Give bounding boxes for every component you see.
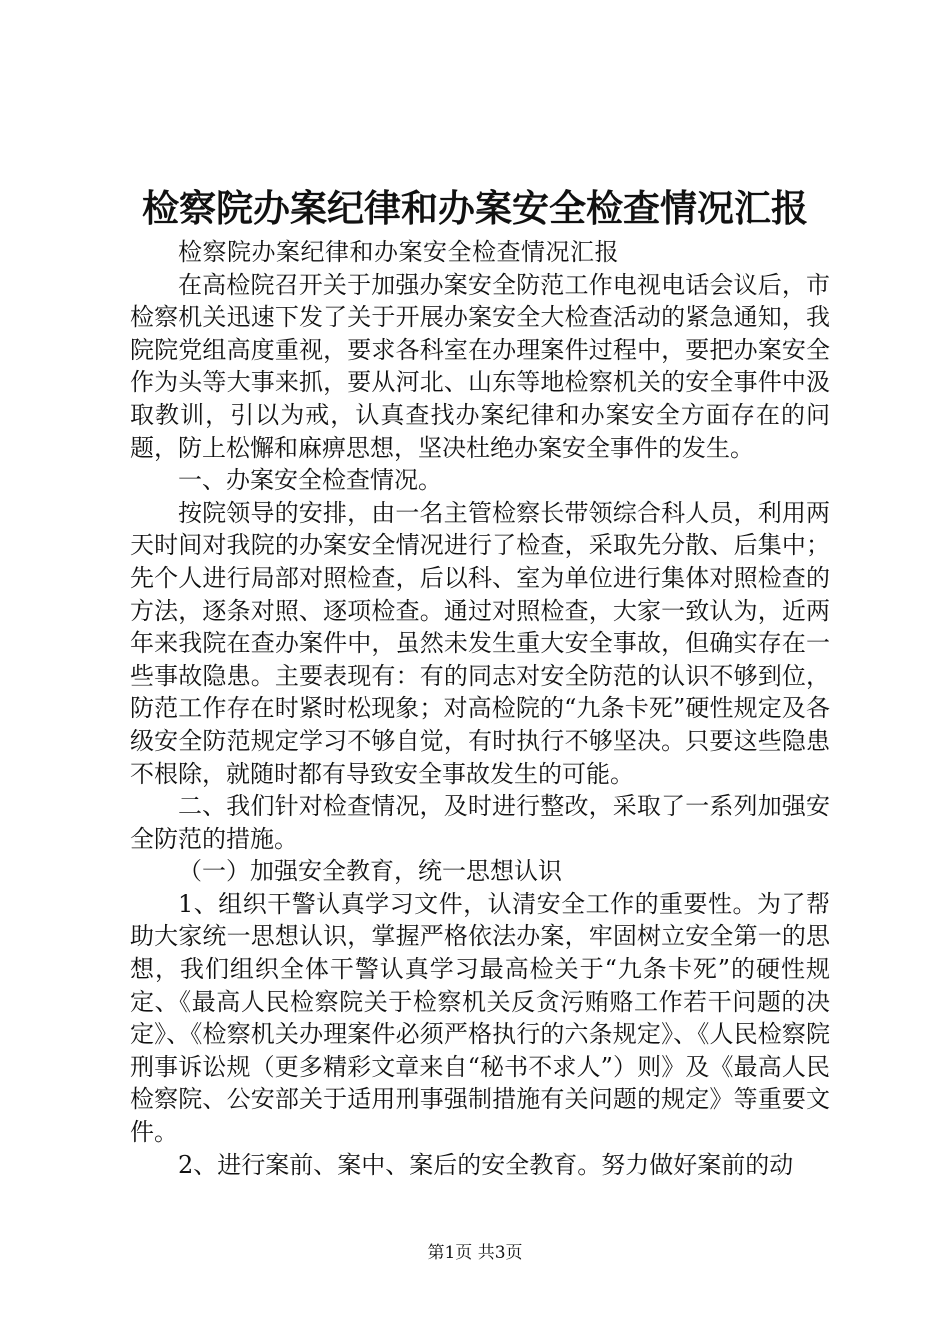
paragraph-inspection: 按院领导的安排，由一名主管检察长带领综合科人员，利用两天时间对我院的办案安全情况进行了检查，采取先分散、后集中；先个人进行局部对照检查，后以科、室为单位进行集体对照检查的方法，逐条对照、逐项检查。通过对照检查，大家一致认为，近两年来我院在查办案件中，虽然未发生重大安全事故，但确实存在一些事故隐患。主要表现有：有的同志对安全防范的认识不够到位，防范工作存在时紧时松现象；对高检院的“九条卡死”硬性规定及各级安全防范规定学习不够自觉，有时执行不够坚决。只要这些隐患不根除，就随时都有导致安全事故发生的可能。 (130, 498, 830, 788)
paragraph-subtitle: 检察院办案纪律和办案安全检查情况汇报 (178, 238, 619, 266)
paragraph-intro: 在高检院召开关于加强办案安全防范工作电视电话会议后，市检察机关迅速下发了关于开展办案安全大检查活动的紧急通知，我院院党组高度重视，要求各科室在办理案件过程中，要把办案安全作为头等大事来抓，要从河北、山东等地检察机关的安全事件中汲取教训，引以为戒，认真查找办案纪律和办案安全方面存在的问题，防上松懈和麻痹思想，坚决杜绝办案安全事件的发生。 (130, 270, 830, 462)
section-heading-1: 一、办案安全检查情况。 (178, 466, 442, 495)
paragraph-item-2: 2、进行案前、案中、案后的安全教育。努力做好案前的动 (178, 1150, 794, 1179)
paragraph-item-1: 1、组织干警认真学习文件，认清安全工作的重要性。为了帮助大家统一思想认识，掌握严格依法办案，牢固树立安全第一的思想，我们组织全体干警认真学习最高检关于“九条卡死”的硬性规定、《最高人民检察院关于检察机关反贪污贿赂工作若干问题的决定》、《检察机关办理案件必须严格执行的六条规定》、《人民检察院刑事诉讼规（更多精彩文章来自“秘书不求人”）则》及《最高人民检察院、公安部关于适用刑事强制措施有关问题的规定》等重要文件。 (130, 889, 830, 1147)
subsection-heading-1: （一）加强安全教育，统一思想认识 (178, 857, 562, 886)
section-heading-2: 二、我们针对检查情况，及时进行整改，采取了一系列加强安全防范的措施。 (130, 792, 830, 853)
page-footer: 第1页 共3页 (427, 1243, 523, 1263)
document-title: 检察院办案纪律和办案安全检查情况汇报 (142, 186, 808, 230)
document-body (130, 236, 830, 1181)
